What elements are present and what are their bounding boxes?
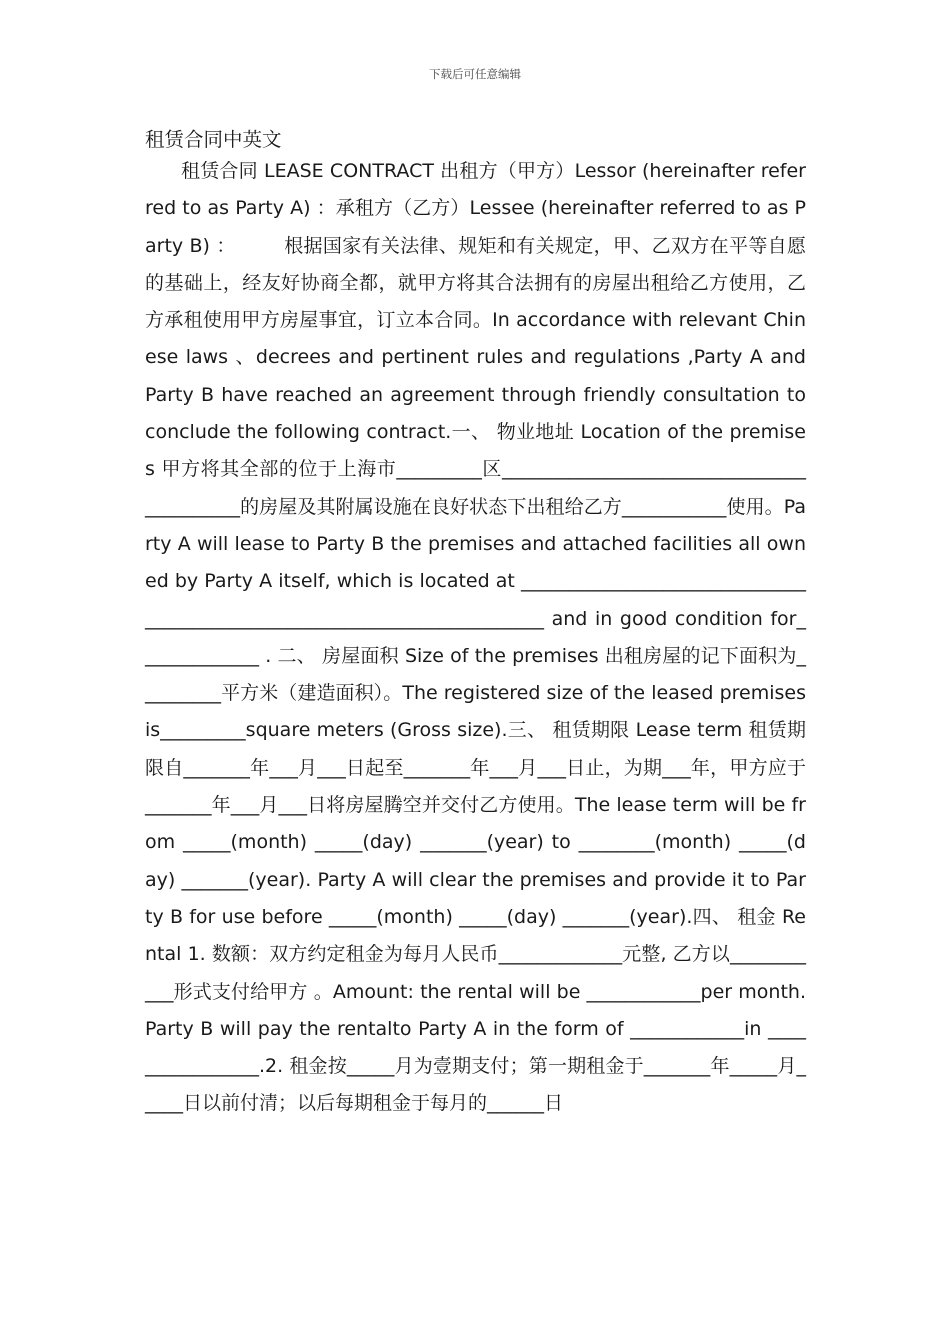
document-title: 租赁合同中英文: [145, 128, 282, 151]
header-note: 下载后可任意编辑: [429, 67, 521, 81]
contract-body: 租赁合同 LEASE CONTRACT 出租方（甲方）Lessor (hereinafter referred to as Party A) ：承租方（乙方）Lessee (hereinafter referred to as Party B) ： 根据国家有关法律、规矩和有关规定，甲、乙双方在平等自愿的基础上，经友好协商全都，就甲方将其合法拥有的房屋出租给乙方使用，乙方承租使用甲方房屋事宜，订立本合同。In accordance with relevant Chinese laws 、decrees and pertinent rules and regulations ,Party A and Party B have reached an agreement through friendly consultation to conclude the following contract.一、 物业地址 Location of the premises 甲方将其全部的位于上海市_________区__________________________________________的房屋及其附属设施在良好状态下出租给乙方___________使用。Party A will lease to Party B the premises and attached facilities all owned by Party A itself, which is located at ________________________________________________________________________ and in good condition for_____________ . 二、 房屋面积 Size of the premises 出租房屋的记下面积为_________平方米（建造面积）。The registered size of the leased premises is_________square meters (Gross size).三、 租赁期限 Lease term 租赁期限自_______年___月___日起至_______年___月___日止，为期___年，甲方应于_______年___月___日将房屋腾空并交付乙方使用。The lease term will be from _____(month) _____(day) _______(year) to ________(month) _____(day) _______(year). Party A will clear the premises and provide it to Party B for use before _____(month) _____(day) _______(year).四、 租金 Rental 1. 数额：双方约定租金为每月人民币_____________元整, 乙方以___________形式支付给甲方 。Amount: the rental will be ____________per month. Party B will pay the rentalto Party A in the form of ____________in ________________.2. 租金按_____月为壹期支付；第一期租金于_______年_____月_____日以前付清；以后每期租金于每月的______日: [145, 160, 806, 1115]
